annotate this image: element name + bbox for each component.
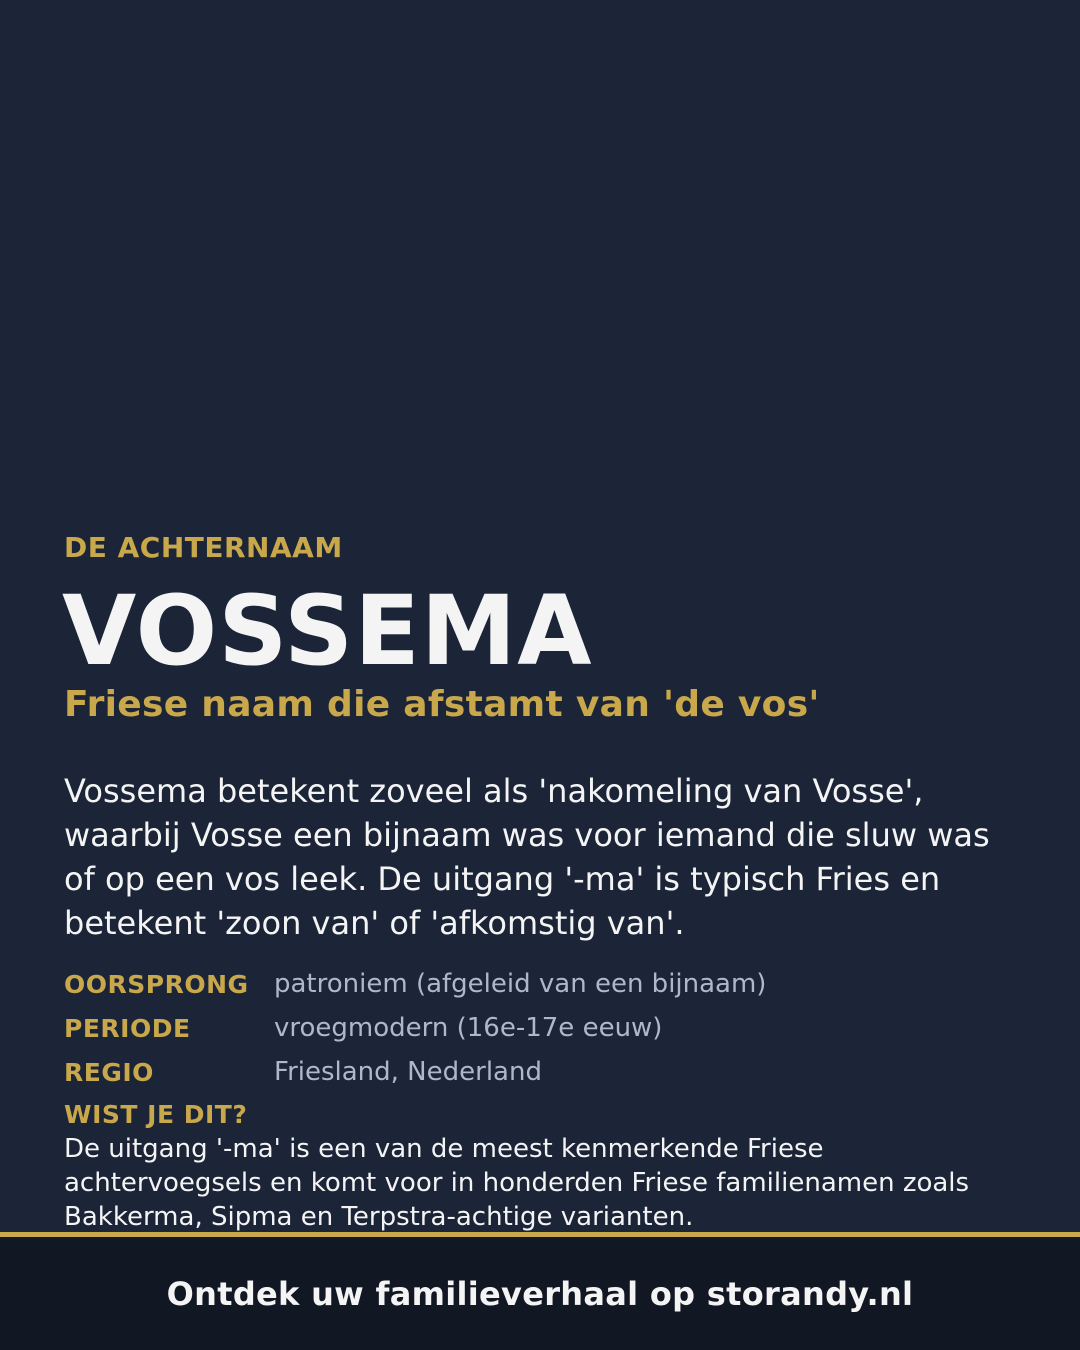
facts-list [64, 962, 1016, 1094]
fact-value: Friesland, Nederland [274, 1057, 542, 1087]
fact-row-period [64, 1006, 1016, 1050]
surname-subtitle: Friese naam die afstamt van 'de vos' [64, 684, 820, 725]
footer-bar [0, 1237, 1080, 1350]
fact-label: PERIODE [64, 1013, 191, 1043]
surname-description: Vossema betekent zoveel als 'nakomeling van Vosse', waarbij Vosse een bijnaam was voor iemand die sluw was of op een vos leek. De uitgang '-ma' is typisch Fries en betekent 'zoon van' of 'afkomstig van'. [64, 772, 990, 942]
fact-label: OORSPRONG [64, 969, 249, 999]
surname-title: VOSSEMA [62, 575, 593, 687]
fact-value: vroegmodern (16e-17e eeuw) [274, 1013, 663, 1043]
did-you-know-text: De uitgang '-ma' is een van de meest kenmerkende Friese achtervoegsels en komt voor in honderden Friese familienamen zoals Bakkerma, Sipma en Terpstra-achtige varianten. [64, 1134, 970, 1232]
eyebrow-label: DE ACHTERNAAM [64, 531, 343, 564]
footer-cta[interactable]: Ontdek uw familieverhaal op storandy.nl [166, 1274, 914, 1313]
fact-row-origin [64, 962, 1016, 1006]
did-you-know-title: WIST JE DIT? [64, 1100, 248, 1129]
fact-row-region [64, 1050, 1016, 1094]
fact-label: REGIO [64, 1057, 154, 1087]
fact-value: patroniem (afgeleid van een bijnaam) [274, 969, 767, 999]
